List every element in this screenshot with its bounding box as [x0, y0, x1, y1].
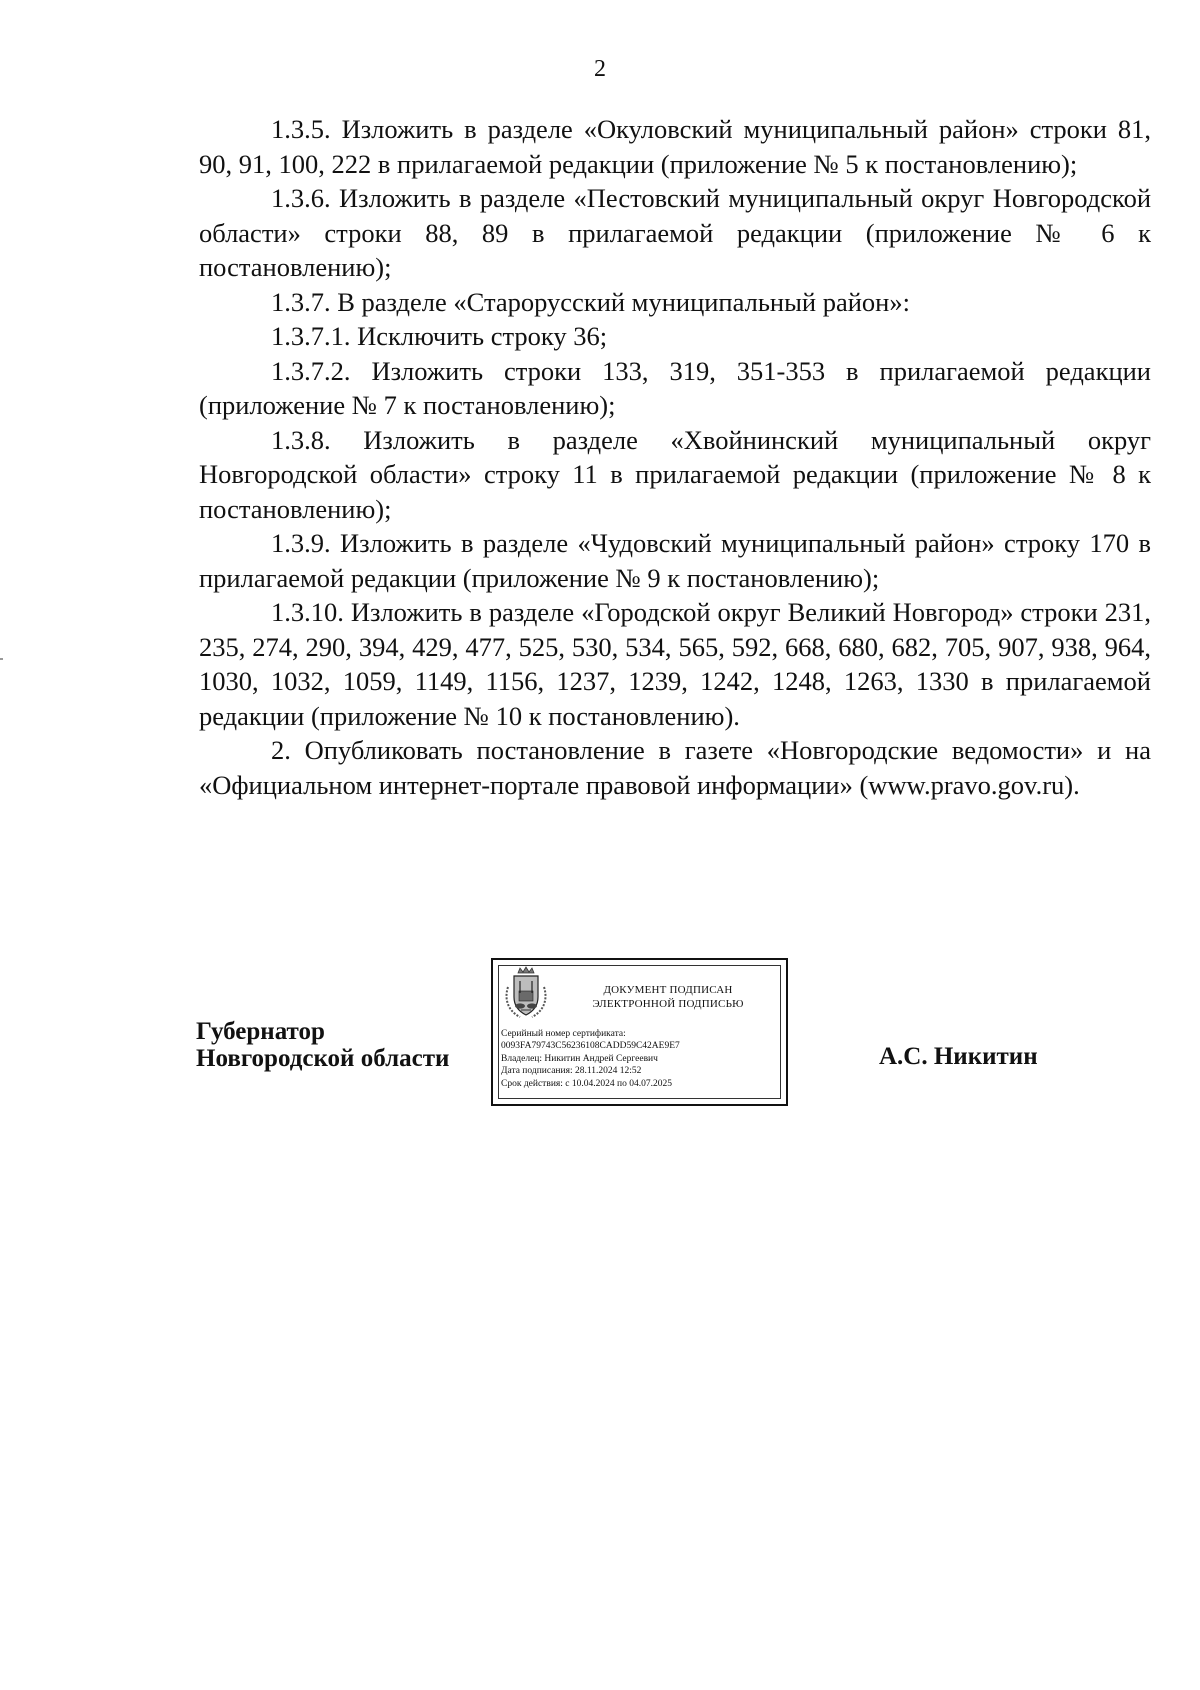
paragraph-1-3-9: 1.3.9. Изложить в разделе «Чудовский муниципальный район» строку 170 в прилагаемой редакции (приложение № 9 к постановлению);	[199, 528, 1151, 593]
stamp-heading-line1: ДОКУМЕНТ ПОДПИСАН	[603, 984, 733, 996]
paragraph-1-3-5: 1.3.5. Изложить в разделе «Окуловский муниципальный район» строки 81, 90, 91, 100, 222 в прилагаемой редакции (приложение № 5 к постановлению);	[199, 114, 1151, 179]
document-body	[199, 112, 1151, 802]
electronic-signature-stamp	[491, 958, 788, 1106]
signer-position-line2: Новгородской области	[196, 1045, 450, 1072]
coat-of-arms-icon	[500, 965, 552, 1021]
stamp-heading	[563, 983, 773, 1011]
paragraph-1-3-7: 1.3.7. В разделе «Старорусский муниципальный район»:	[271, 286, 910, 317]
certificate-serial-label: Серийный номер сертификата:	[501, 1029, 626, 1039]
signing-date-row	[501, 1065, 680, 1077]
validity-row	[501, 1078, 680, 1090]
signer-position-line1: Губернатор	[196, 1018, 325, 1045]
signing-date-value: 28.11.2024 12:52	[574, 1066, 642, 1077]
signature-block	[196, 958, 1156, 1108]
paragraph-1-3-8: 1.3.8. Изложить в разделе «Хвойнинский муниципальный округ Новгородской области» строку 11 в прилагаемой редакции (приложение № 8 к постановлению);	[199, 424, 1151, 524]
paragraph-1-3-7-2: 1.3.7.2. Изложить строки 133, 319, 351-353 в прилагаемой редакции (приложение № 7 к постановлению);	[199, 355, 1151, 420]
paragraph-1-3-6: 1.3.6. Изложить в разделе «Пестовский муниципальный округ Новгородской области» строки 88, 89 в прилагаемой редакции (приложение № 6 к постановлению);	[199, 183, 1151, 282]
owner-value: Никитин Андрей Сергеевич	[544, 1053, 658, 1064]
signer-name: А.С. Никитин	[879, 1043, 1038, 1070]
page-number: 2	[594, 56, 606, 82]
paragraph-2: 2. Опубликовать постановление в газете «Новгородские ведомости» и на «Официальном интернет-портале правовой информации» (www.pravo.gov.ru).	[199, 735, 1151, 800]
scan-margin-mark	[0, 658, 3, 660]
stamp-details	[501, 1028, 680, 1090]
paragraph-1-3-10: 1.3.10. Изложить в разделе «Городской округ Великий Новгород» строки 231, 235, 274, 290, 394, 429, 477, 525, 530, 534, 565, 592, 668, 680, 682, 705, 907, 938, 964, 1030, 1032, 1059, 1149, 1156, 1237, 1239, 1242, 1248, 1263, 1330 в прилагаемой редакции (приложение № 10 к постановлению).	[199, 597, 1151, 731]
owner-label: Владелец:	[501, 1053, 543, 1064]
validity-value: с 10.04.2024 по 04.07.2025	[565, 1078, 672, 1089]
certificate-serial-value: 0093FA79743C56236108CADD59C42AE9E7	[501, 1041, 680, 1052]
signing-date-label: Дата подписания:	[501, 1066, 573, 1077]
validity-label: Срок действия:	[501, 1078, 563, 1089]
stamp-heading-line2: ЭЛЕКТРОННОЙ ПОДПИСЬЮ	[592, 998, 744, 1010]
signer-position	[196, 1018, 449, 1072]
owner-row	[501, 1053, 680, 1065]
paragraph-1-3-7-1: 1.3.7.1. Исключить строку 36;	[271, 321, 608, 351]
